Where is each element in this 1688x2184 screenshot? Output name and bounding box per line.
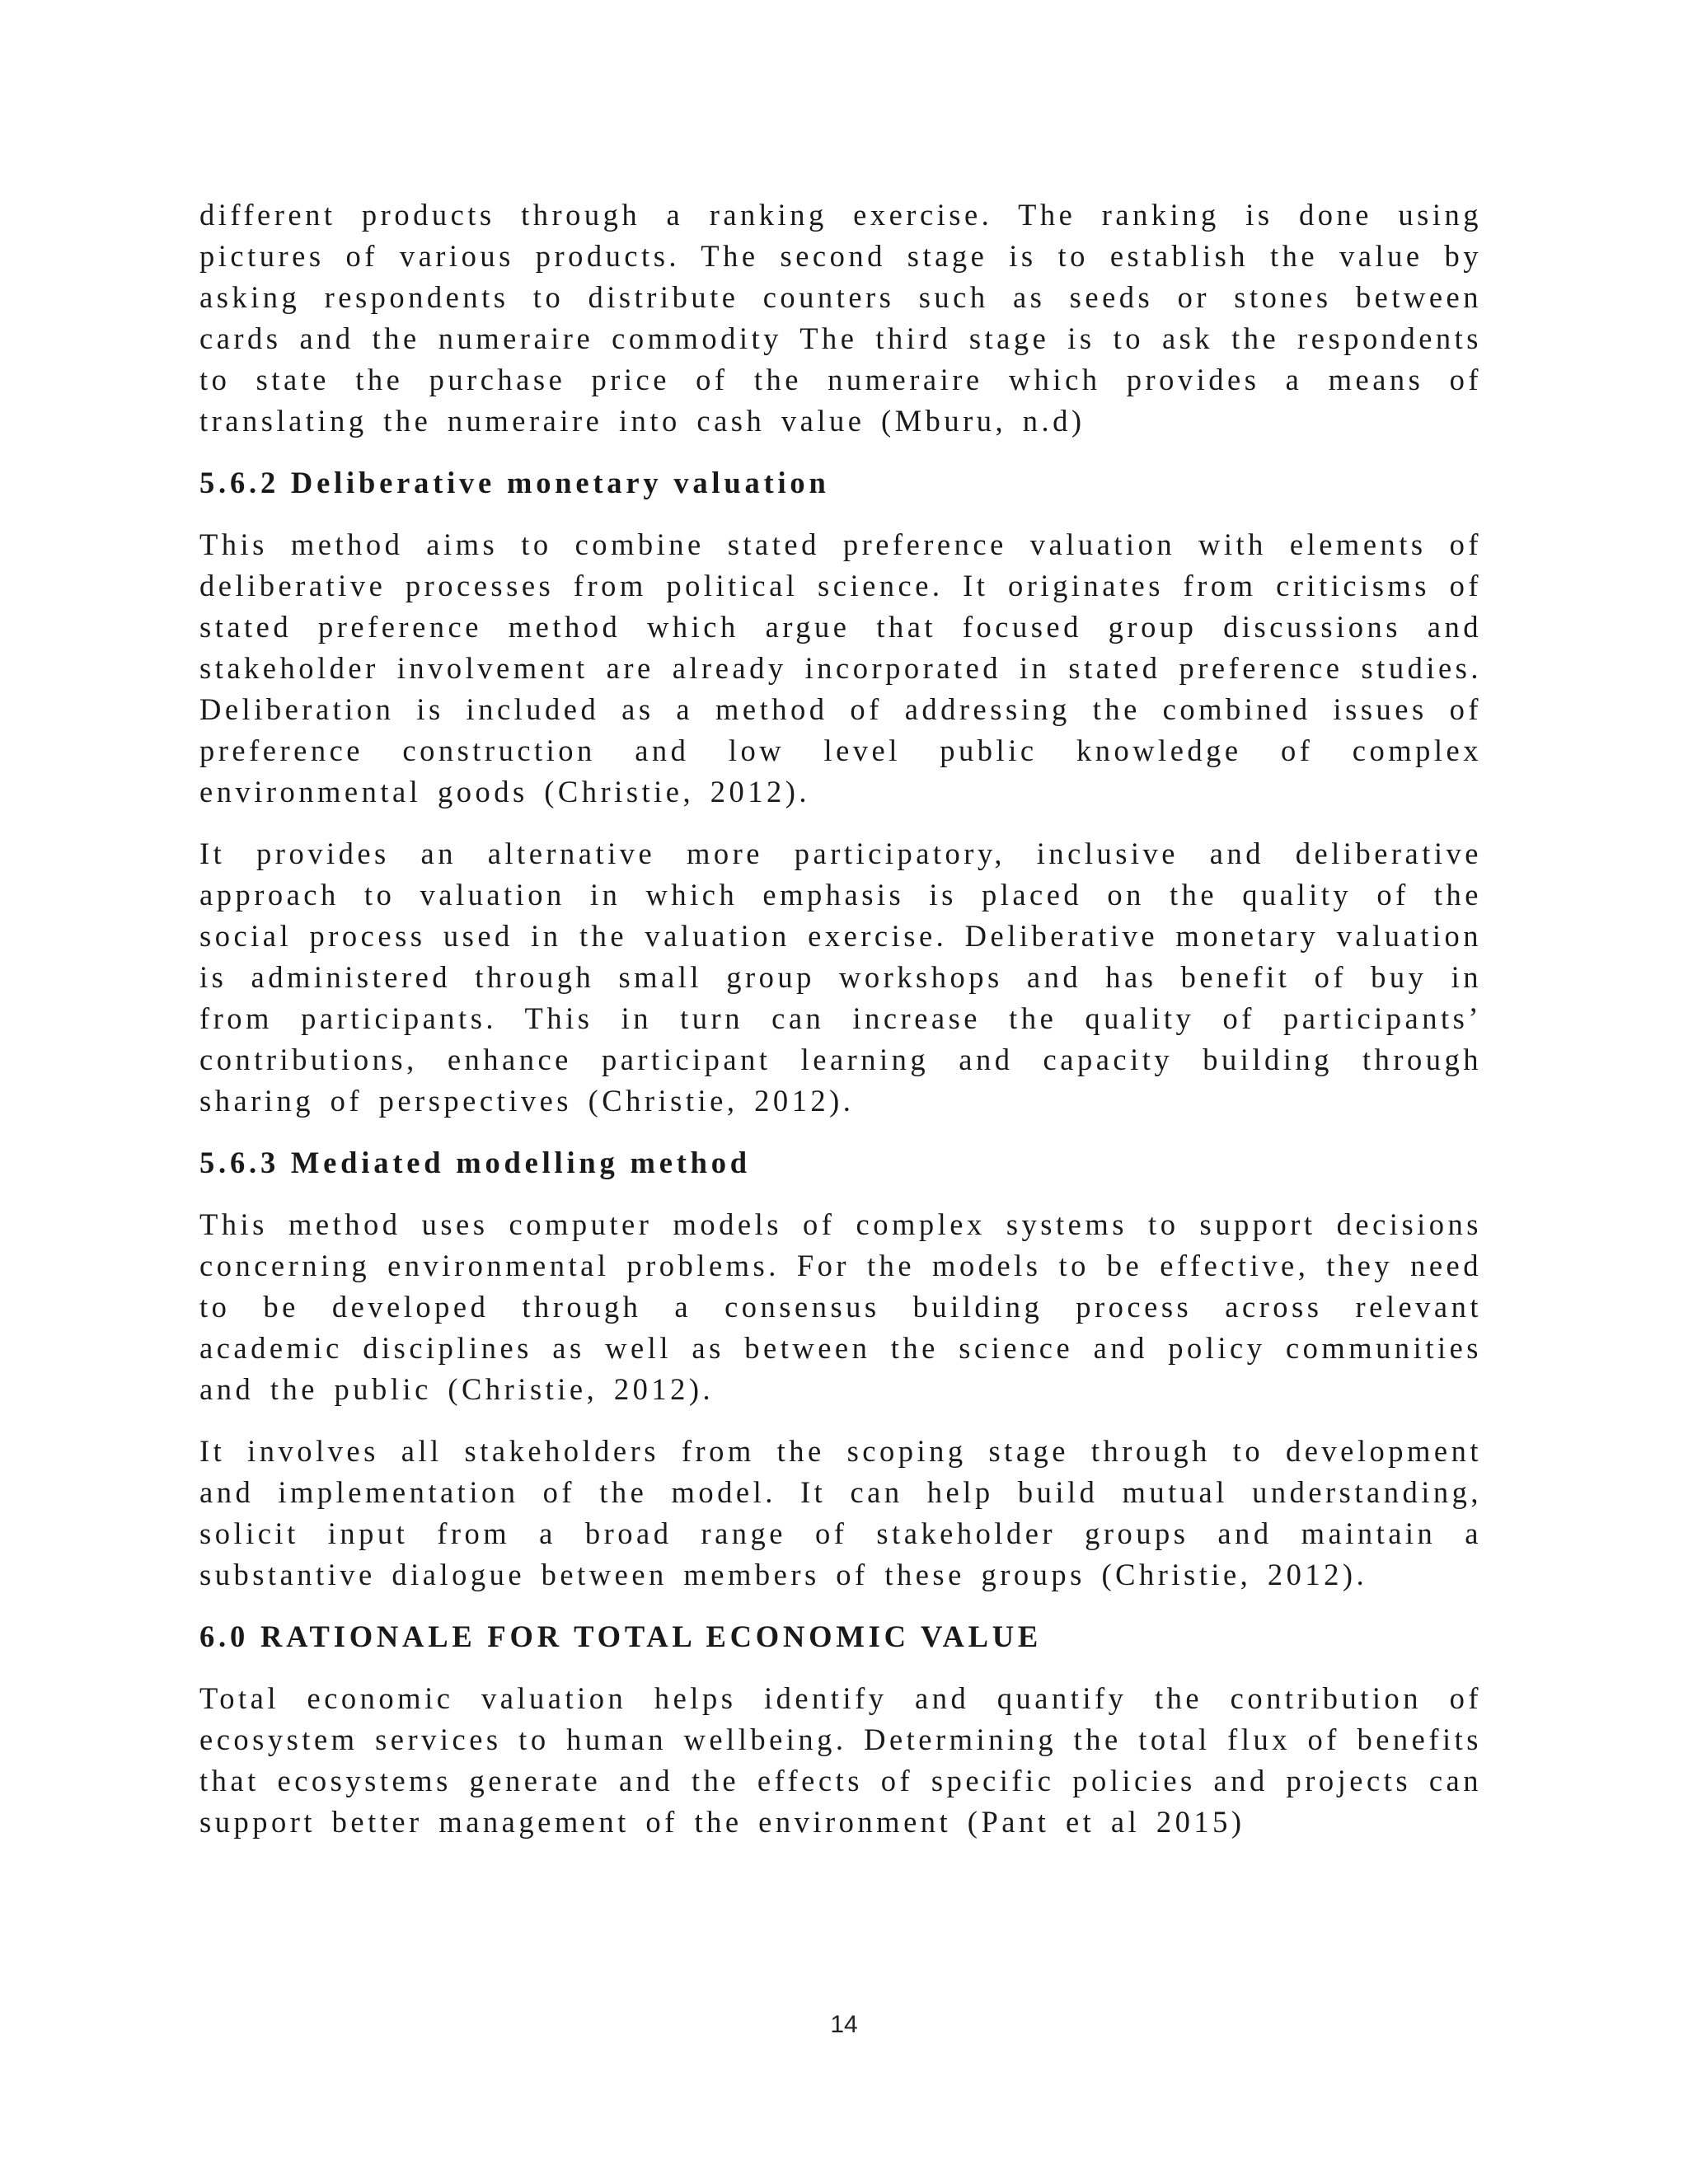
paragraph-ranking-exercise: different products through a ranking exercise. The ranking is done using pictures of various products. The second stage is to establish the value by asking respondents to distribute counters such as seeds or stones between cards and the numeraire commodity The third stage is to ask the respondents to state the purchase price of the numeraire which provides a means of translating the numeraire into cash value (Mburu, n.d) (199, 198, 1482, 438)
paragraph-mediated-stakeholders: It involves all stakeholders from the scoping stage through to development and implementation of the model. It can help build mutual understanding, solicit input from a broad range of stakeholder groups and maintain a substantive dialogue between members of these groups (Christie, 2012). (199, 1434, 1482, 1591)
section-heading-mediated-modelling-method: 5.6.3 Mediated modelling method (199, 1146, 751, 1179)
document-body (199, 194, 1482, 1843)
page-number: 14 (830, 2011, 858, 2038)
section-heading-rationale-total-economic-value: 6.0 RATIONALE FOR TOTAL ECONOMIC VALUE (199, 1619, 1043, 1653)
paragraph-mediated-method: This method uses computer models of complex systems to support decisions concerning environmental problems. For the models to be effective, they need to be developed through a consensus building process across relevant academic disciplines as well as between the science and policy communities and the public (Christie, 2012). (199, 1207, 1482, 1406)
paragraph-deliberative-approach: It provides an alternative more participatory, inclusive and deliberative approach to valuation in which emphasis is placed on the quality of the social process used in the valuation exercise. Deliberative monetary valuation is administered through small group workshops and has benefit of buy in from participants. This in turn can increase the quality of participants’ contributions, enhance participant learning and capacity building through sharing of perspectives (Christie, 2012). (199, 837, 1482, 1118)
paragraph-deliberative-method: This method aims to combine stated preference valuation with elements of deliberative processes from political science. It originates from criticisms of stated preference method which argue that focused group discussions and stakeholder involvement are already incorporated in stated preference studies. Deliberation is included as a method of addressing the combined issues of preference construction and low level public knowledge of complex environmental goods (Christie, 2012). (199, 527, 1482, 808)
paragraph-total-economic-valuation: Total economic valuation helps identify and quantify the contribution of ecosystem services to human wellbeing. Determining the total flux of benefits that ecosystems generate and the effects of specific policies and projects can support better management of the environment (Pant et al 2015) (199, 1681, 1482, 1839)
section-heading-deliberative-monetary-valuation: 5.6.2 Deliberative monetary valuation (199, 466, 830, 499)
